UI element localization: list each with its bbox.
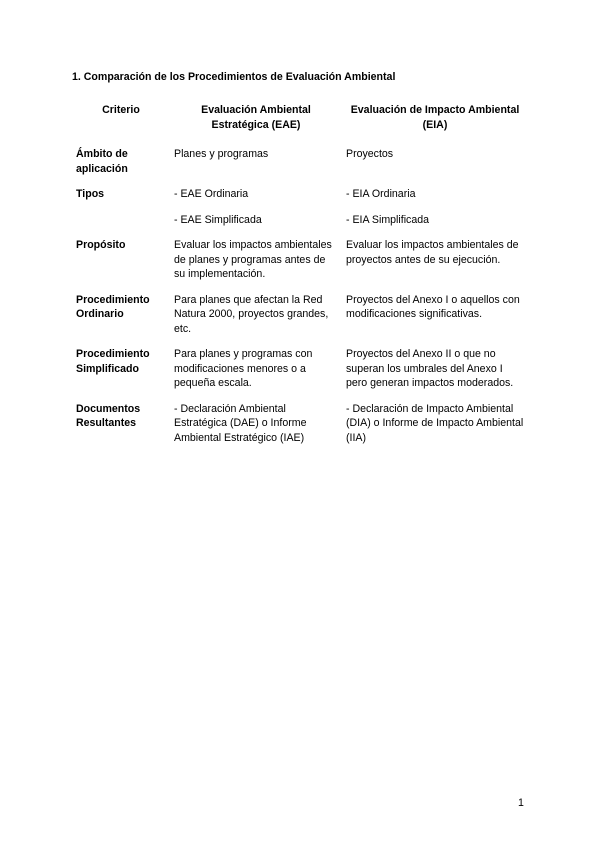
eia-cell: Evaluar los impactos ambientales de proyectos antes de su ejecución. bbox=[346, 239, 519, 266]
eae-cell: Para planes que afectan la Red Natura 2000, proyectos grandes, etc. bbox=[174, 293, 329, 335]
eae-cell: - EAE Simplificada bbox=[174, 213, 262, 226]
table-row-simplificado bbox=[72, 347, 528, 402]
eae-cell: Para planes y programas con modificaciones menores o a pequeña escala. bbox=[174, 348, 313, 389]
eae-cell: Planes y programas bbox=[174, 148, 269, 160]
table-row-documentos bbox=[72, 402, 528, 457]
table-row-ordinario bbox=[72, 293, 528, 348]
eia-cell: Proyectos bbox=[346, 148, 394, 160]
eae-cell: - Declaración Ambiental Estratégica (DAE) o Informe Ambiental Estratégico (IAE) bbox=[174, 402, 307, 444]
table-row-tipos bbox=[72, 187, 528, 213]
criterio-cell: Ámbito de aplicación bbox=[76, 148, 128, 175]
eae-cell: - EAE Ordinaria bbox=[174, 188, 249, 200]
criterio-cell: Propósito bbox=[76, 239, 126, 251]
header-criterio: Criterio bbox=[102, 104, 140, 116]
eia-cell: - EIA Ordinaria bbox=[346, 188, 416, 200]
criterio-cell-empty bbox=[72, 213, 170, 239]
page-number: 1 bbox=[518, 797, 524, 809]
criterio-cell: Documentos Resultantes bbox=[76, 402, 141, 429]
table-row-proposito bbox=[72, 238, 528, 293]
criterio-cell: Tipos bbox=[76, 188, 105, 200]
header-eia: Evaluación de Impacto Ambiental (EIA) bbox=[350, 104, 520, 131]
eia-cell: - Declaración de Impacto Ambiental (DIA) o Informe de Impacto Ambiental (IIA) bbox=[346, 402, 524, 444]
eia-cell: Proyectos del Anexo II o que no superan los umbrales del Anexo I pero generan impactos moderados. bbox=[346, 348, 514, 389]
criterio-cell: Procedimiento Simplificado bbox=[76, 348, 150, 375]
eia-cell: Proyectos del Anexo I o aquellos con modificaciones significativas. bbox=[346, 293, 520, 320]
table-row-ambito bbox=[72, 147, 528, 187]
eae-cell: Evaluar los impactos ambientales de planes y programas antes de su implementación. bbox=[174, 239, 332, 280]
comparison-table bbox=[72, 103, 528, 456]
page-title: 1. Comparación de los Procedimientos de Evaluación Ambiental bbox=[72, 71, 396, 83]
eia-cell: - EIA Simplificada bbox=[346, 213, 430, 226]
table-header-row bbox=[72, 103, 528, 147]
criterio-cell: Procedimiento Ordinario bbox=[76, 293, 150, 320]
header-eae: Evaluación Ambiental Estratégica (EAE) bbox=[201, 104, 311, 131]
table-row-tipos-cont bbox=[72, 213, 528, 239]
